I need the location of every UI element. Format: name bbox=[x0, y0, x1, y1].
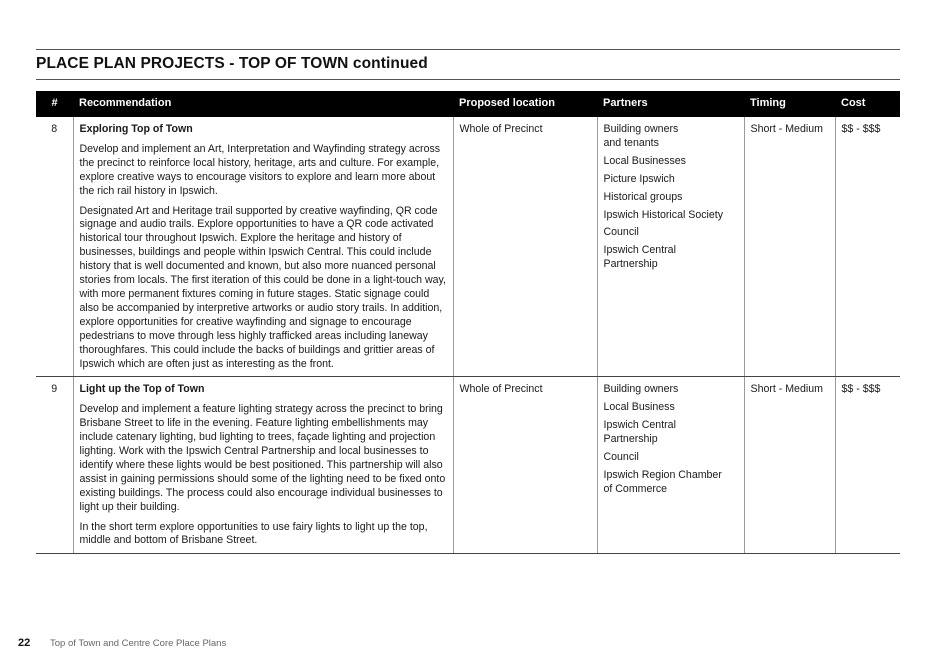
partner-item: Ipswich Historical Society bbox=[603, 208, 724, 221]
table-header-row bbox=[36, 91, 900, 117]
col-header-location: Proposed location bbox=[453, 91, 597, 117]
projects-table bbox=[36, 91, 900, 554]
timing-cell: Short - Medium bbox=[744, 377, 835, 554]
recommendation-title: Light up the Top of Town bbox=[79, 383, 205, 396]
header-rule-top bbox=[36, 49, 900, 50]
partners-cell bbox=[597, 377, 744, 554]
recommendation-title: Exploring Top of Town bbox=[79, 123, 193, 135]
partner-item: Picture Ipswich bbox=[603, 172, 675, 185]
partner-item: Local Business bbox=[603, 401, 675, 414]
col-header-timing: Timing bbox=[744, 91, 835, 117]
footer-page-number: 22 bbox=[18, 637, 31, 649]
cost-cell: $$ - $$$ bbox=[835, 117, 900, 377]
partner-item: Ipswich Central Partnership bbox=[603, 244, 676, 271]
table-row bbox=[36, 377, 900, 554]
partner-item: Council bbox=[603, 451, 639, 464]
recommendation-cell bbox=[73, 117, 453, 377]
recommendation-cell bbox=[73, 377, 453, 554]
recommendation-paragraph: In the short term explore opportunities to use fairy lights to light up the top, middle and bottom of Brisbane Street. bbox=[79, 520, 428, 547]
location-cell: Whole of Precinct bbox=[453, 117, 597, 377]
timing-cell: Short - Medium bbox=[744, 117, 835, 377]
partner-item: Ipswich Region Chamber of Commerce bbox=[603, 468, 722, 495]
row-number: 9 bbox=[36, 377, 73, 554]
partner-item: Historical groups bbox=[603, 190, 683, 203]
header-rule-bottom bbox=[36, 79, 900, 80]
partner-item: Ipswich Central Partnership bbox=[603, 419, 676, 446]
col-header-recommendation: Recommendation bbox=[73, 91, 453, 117]
recommendation-paragraph: Designated Art and Heritage trail supported by creative wayfinding, QR code signage and audio trails. Explore opportunities to have a QR code activated historical tour throughout Ipswich. Explore the heritage and history of businesses, buildings and people within Ipswich Central. This could include history that is well documented and known, but also more nuanced personal stories from locals. The first iteration of this could be done in a light-touch way, with more permanent fixtures coming in future stages. Static signage could also be accompanied by interpretive artworks or audio story trails. In addition, explore opportunities for creative wayfinding and signage to encourage pedestrians to move through less highly trafficked areas including laneway thoroughfares. This could include the backs of buildings and grittier areas of Ipswich which are often just as interesting as the front. bbox=[79, 204, 446, 370]
page-title: PLACE PLAN PROJECTS - TOP OF TOWN continued bbox=[36, 55, 428, 72]
partner-item: Local Businesses bbox=[603, 154, 686, 167]
col-header-number: # bbox=[36, 91, 73, 117]
partner-item: Council bbox=[603, 226, 639, 239]
footer-document-title: Top of Town and Centre Core Place Plans bbox=[50, 638, 227, 649]
col-header-cost: Cost bbox=[835, 91, 900, 117]
partner-item: Building owners and tenants bbox=[603, 123, 679, 149]
col-header-partners: Partners bbox=[597, 91, 744, 117]
table-row bbox=[36, 117, 900, 377]
recommendation-paragraph: Develop and implement a feature lighting strategy across the precinct to bring Brisbane Street to life in the evening. Feature lighting embellishments may include catenary lighting, bud lighting to trees, façade lighting and projection lighting. Work with the Ipswich Central Partnership and local businesses to identify where these lights would be best positioned. This partnership will also assist in gaining permissions should some of the lighting need to be fixed onto existing buildings. The process could also encourage individual businesses to light up their building. bbox=[79, 403, 446, 513]
cost-cell: $$ - $$$ bbox=[835, 377, 900, 554]
location-cell: Whole of Precinct bbox=[453, 377, 597, 554]
recommendation-paragraph: Develop and implement an Art, Interpretation and Wayfinding strategy across the precinct to reinforce local history, heritage, arts and culture. For example, explore creative ways to encourage visitors to explore and learn more about the rich rail history in Ipswich. bbox=[79, 142, 441, 197]
partners-cell bbox=[597, 117, 744, 377]
row-number: 8 bbox=[36, 117, 73, 377]
partner-item: Building owners bbox=[603, 383, 679, 396]
